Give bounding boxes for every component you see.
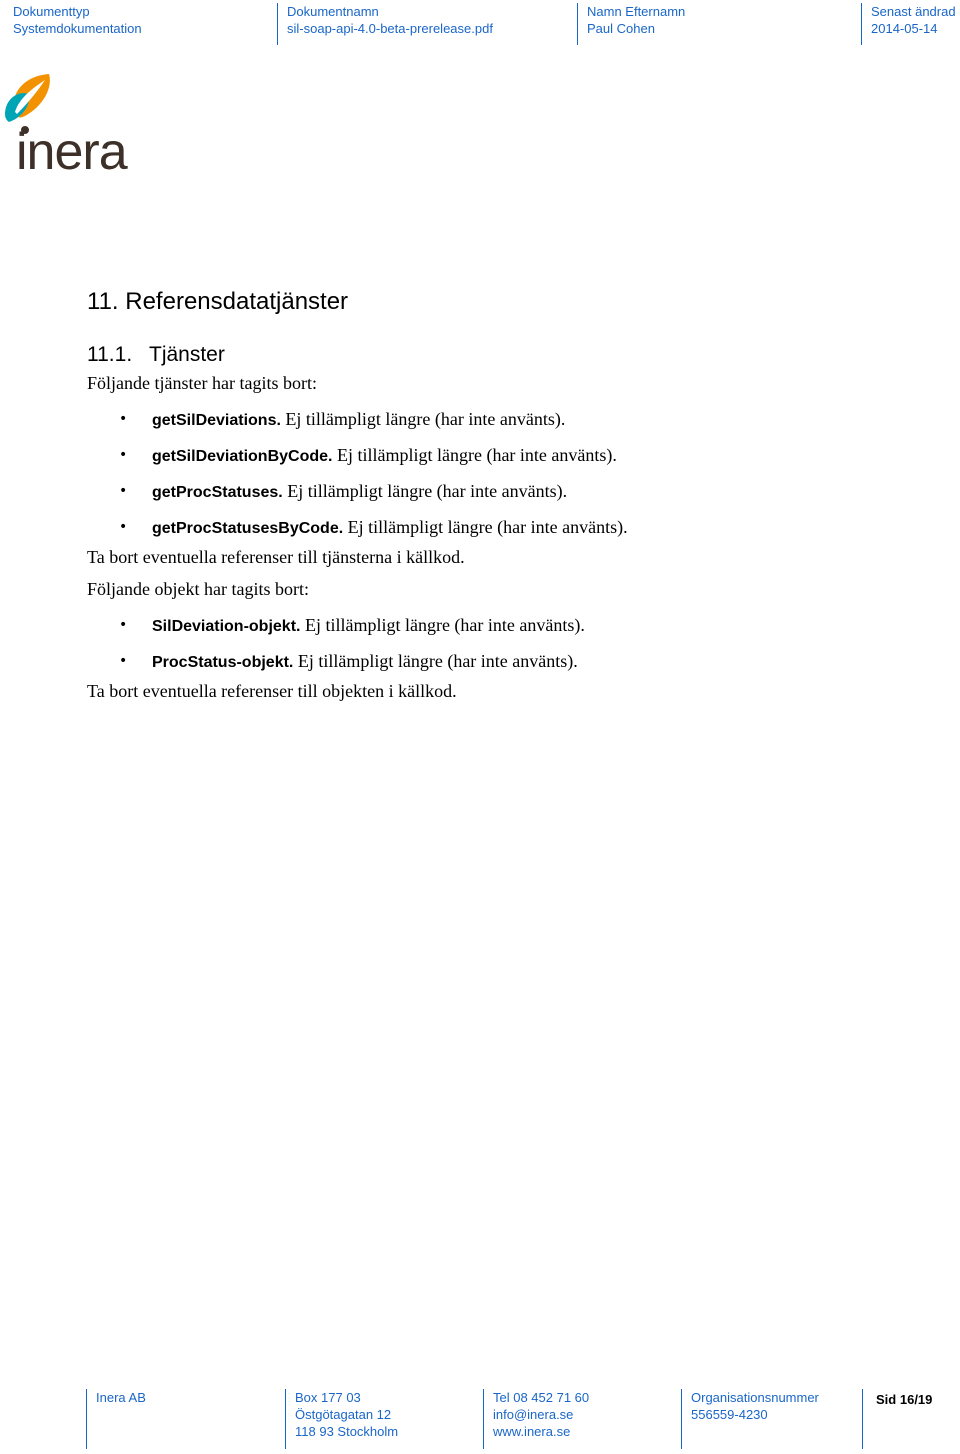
subsection-number: 11.1. [87,343,133,366]
removed-objects-list [87,612,927,676]
service-name: getProcStatusesByCode. [152,520,344,537]
header-doc-name [277,3,493,45]
object-name: ProcStatus-objekt. [152,654,294,671]
author-value: Paul Cohen [587,21,655,36]
company-name: Inera AB [96,1390,146,1405]
modified-value: 2014-05-14 [871,21,938,36]
phone-number: Tel 08 452 71 60 [493,1390,590,1405]
address-line-1: Box 177 03 [295,1390,361,1405]
bullet-icon: • [119,653,128,669]
footer-address [285,1389,398,1449]
service-note: Ej tillämpligt längre (har inte använts). [287,481,568,501]
page-number [862,1389,932,1449]
object-name: SilDeviation-objekt. [152,618,301,635]
bullet-icon: • [119,483,128,499]
email-link[interactable]: info@inera.se [493,1407,574,1422]
author-label: Namn Efternamn [587,4,686,19]
inera-logo-graphic [3,72,173,177]
doc-type-label: Dokumenttyp [13,4,90,19]
doc-name-label: Dokumentnamn [287,4,379,19]
list-item [87,406,927,434]
service-name: getSilDeviations. [152,412,281,429]
services-intro: Följande tjänster har tagits bort: [87,373,317,393]
page-label: Sid [876,1392,897,1407]
header-doc-type [13,3,142,45]
org-number-label: Organisationsnummer [691,1390,819,1405]
modified-label: Senast ändrad [871,4,956,19]
list-item [87,442,927,470]
address-line-2: Östgötagatan 12 [295,1407,392,1422]
org-number-value: 556559-4230 [691,1407,768,1422]
object-note: Ej tillämpligt längre (har inte använts). [304,615,585,635]
list-item [87,514,927,542]
header-author [577,3,685,45]
footer-org [681,1389,819,1449]
footer-company [86,1389,146,1449]
footer-contact [483,1389,589,1449]
logo-wordmark: inera [16,123,127,177]
service-note: Ej tillämpligt längre (har inte använts). [347,517,628,537]
header-modified [861,3,956,45]
objects-intro: Följande objekt har tagits bort: [87,579,309,599]
bullet-icon: • [119,447,128,463]
list-item [87,478,927,506]
bullet-icon: • [119,617,128,633]
object-note: Ej tillämpligt längre (har inte använts). [297,651,578,671]
service-name: getProcStatuses. [152,484,283,501]
page-count: 16/19 [899,1392,933,1407]
section-heading-11: 11. Referensdatatjänster [87,288,349,315]
service-name: getSilDeviationByCode. [152,448,333,465]
bullet-icon: • [119,411,128,427]
service-note: Ej tillämpligt längre (har inte använts). [336,445,617,465]
list-item [87,612,927,640]
subsection-heading-11-1 [87,340,927,370]
list-item [87,648,927,676]
doc-type-value: Systemdokumentation [13,21,142,36]
address-line-3: 118 93 Stockholm [295,1424,399,1439]
doc-name-value: sil-soap-api-4.0-beta-prerelease.pdf [287,21,493,36]
bullet-icon: • [119,519,128,535]
page-footer [0,1389,960,1449]
removed-services-list [87,406,927,542]
page-header [0,0,960,46]
page-content [87,282,927,710]
inera-logo [3,72,173,177]
website-link[interactable]: www.inera.se [493,1424,571,1439]
services-outro: Ta bort eventuella referenser till tjänsterna i källkod. [87,547,465,567]
objects-outro: Ta bort eventuella referenser till objekten i källkod. [87,681,457,701]
service-note: Ej tillämpligt längre (har inte använts). [285,409,566,429]
subsection-title: Tjänster [149,343,225,366]
